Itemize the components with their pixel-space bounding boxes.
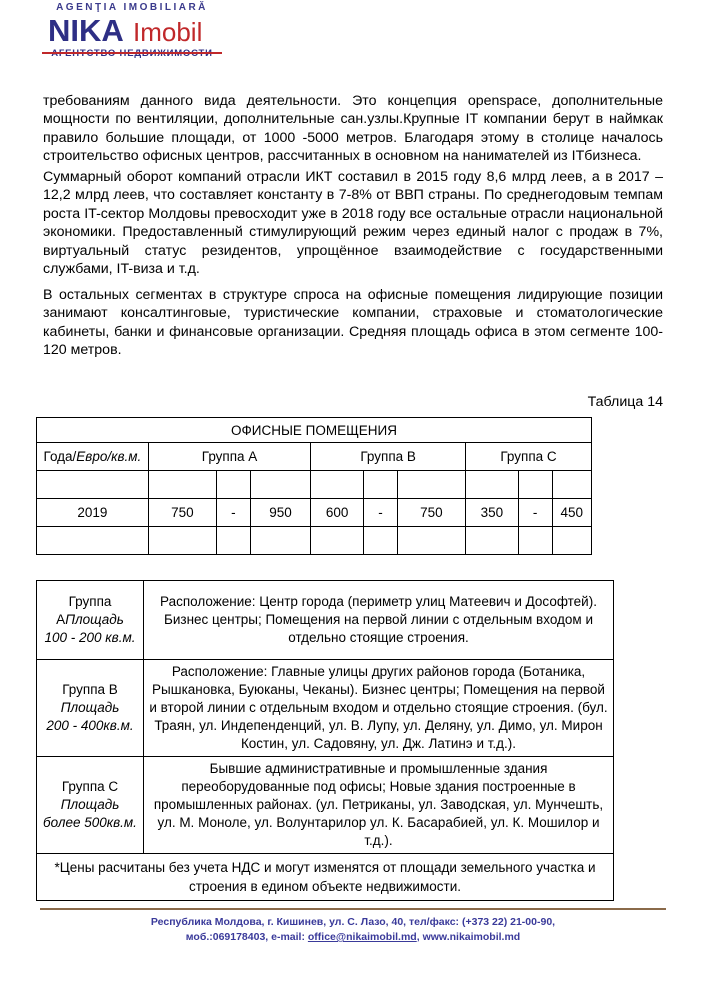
table-row bbox=[37, 581, 614, 660]
price-cell: 750 bbox=[148, 499, 216, 527]
group-c-cell: Группа С Площадь более 500кв.м. bbox=[37, 757, 144, 854]
company-logo bbox=[42, 2, 222, 68]
footer-address: Республика Молдова, г. Кишинев, ул. С. Лазо, 40, тел/факс: (+373 22) 21-00-90, bbox=[150, 916, 556, 928]
group-c-header: Группа С bbox=[465, 443, 591, 471]
logo-brand: NIKA bbox=[48, 13, 124, 48]
logo-brand-sub: Imobil bbox=[133, 17, 203, 47]
table-caption: Таблица 14 bbox=[587, 394, 663, 410]
group-b-description: Расположение: Главные улицы других районов города (Ботаника, Рышкановка, Буюканы, Чеканы). Бизнес центры; Помещения на первой и второй линии с отдельным входом и отдельно стоящие строения. (бул. Траян, ул. Индепенденций, ул. В. Лупу, ул. Деляну, ул. Димо, ул. Мирон Костин, ул. Садовяну, ул. Дж. Латинэ и т.д.). bbox=[144, 660, 614, 757]
table-row bbox=[37, 499, 592, 527]
logo-divider bbox=[42, 52, 222, 54]
price-separator: - bbox=[364, 499, 398, 527]
groups-table bbox=[36, 580, 614, 901]
group-c-description: Бывшие административные и промышленные здания переоборудованные под офисы; Новые здания построенные в промышленных районах. (ул. Петриканы, ул. Заводская, ул. Мунчешть, ул. М. Моноле, ул. Волунтарилор ул. К. Басарабией, ул. К. Мошилор и т.д.). bbox=[144, 757, 614, 854]
group-a-cell: Группа АПлощадь 100 - 200 кв.м. bbox=[37, 581, 144, 660]
group-b-cell: Группа В Площадь 200 - 400кв.м. bbox=[37, 660, 144, 757]
group-a-header: Группа А bbox=[148, 443, 310, 471]
paragraph-1: требованиям данного вида деятельности. Это концепция openspace, дополнительные мощности по вентиляции, дополнительные сан.узлы.Крупные IT компании берут в наймкак правило большие площади, от 1000 -5000 метров. Благодаря этому в столице началось строительство офисных центров, рассчитанных в основном на нанимателей из ITбизнеса. bbox=[43, 93, 663, 165]
paragraph-2: Суммарный оборот компаний отрасли ИКТ составил в 2015 году 8,6 млрд леев, а в 2017 – 12,2 млрд леев, что составляет константу в 7-8% от ВВП страны. По среднегодовым темпам роста IT-сектор Молдовы превосходит уже в 2018 году все остальные отрасли национальной экономики. Предоставленный стимулирующий режим через единый налог с продаж в 7%, виртуальный статус резидентов, упрощённое взаимодействие с государственными службами, IT-виза и т.д. bbox=[43, 169, 663, 278]
table-row bbox=[37, 471, 592, 499]
paragraph-3: В остальных сегментах в структуре спроса на офисные помещения лидирующие позиции занимают консалтинговые, туристические компании, страховые и стоматологические кабинеты, банки и финансовые организации. Средняя площадь офиса в этом сегменте 100-120 метров. bbox=[43, 287, 663, 359]
logo-top-text: AGENŢIA IMOBILIARĂ bbox=[56, 2, 208, 13]
footer-phone: моб.:069178403, e-mail: bbox=[185, 931, 308, 943]
price-note: *Цены расчитаны без учета НДС и могут изменятся от площади земельного участка и строения в едином объекте недвижимости. bbox=[37, 854, 614, 901]
price-cell: 600 bbox=[311, 499, 364, 527]
footer-email-link[interactable]: office@nikaimobil.md bbox=[307, 931, 417, 943]
price-table-col-head: Года/Евро/кв.м. bbox=[37, 443, 149, 471]
price-table-title: ОФИСНЫЕ ПОМЕЩЕНИЯ bbox=[37, 418, 592, 443]
price-cell: 750 bbox=[397, 499, 465, 527]
price-cell: 350 bbox=[465, 499, 518, 527]
price-table bbox=[36, 417, 592, 555]
table-row bbox=[37, 527, 592, 555]
table-row bbox=[37, 854, 614, 901]
footer-website[interactable]: www.nikaimobil.md bbox=[422, 931, 521, 943]
table-row bbox=[37, 757, 614, 854]
year-cell: 2019 bbox=[37, 499, 149, 527]
price-cell: 450 bbox=[552, 499, 591, 527]
group-a-description: Расположение: Центр города (периметр улиц Матеевич и Дософтей). Бизнес центры; Помещения на первой линии с отдельным входом и отдельно стоящие строения. bbox=[144, 581, 614, 660]
price-cell: 950 bbox=[250, 499, 310, 527]
price-separator: - bbox=[518, 499, 552, 527]
footer: Республика Молдова, г. Кишинев, ул. С. Лазо, 40, тел/факс: (+373 22) 21-00-90, моб.:069178403, e-mail: office@nikaimobil.md, www.nikaimobil.md bbox=[40, 915, 666, 945]
table-row bbox=[37, 660, 614, 757]
group-b-header: Группа В bbox=[311, 443, 466, 471]
footer-divider bbox=[40, 908, 666, 910]
price-separator: - bbox=[216, 499, 250, 527]
